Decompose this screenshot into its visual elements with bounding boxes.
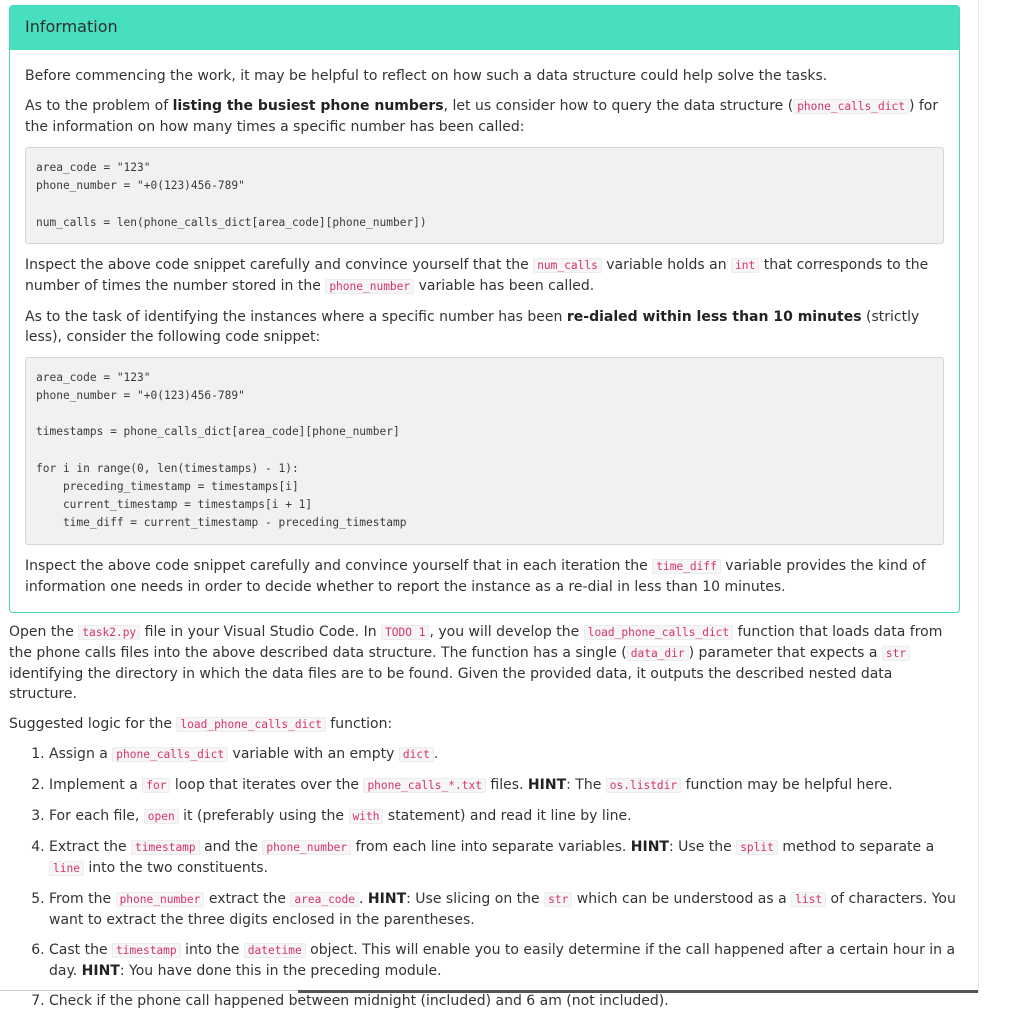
inline-code: line bbox=[49, 861, 84, 876]
inline-code: phone_calls_dict bbox=[112, 747, 228, 762]
list-item: 2. Implement a for loop that iterates over the phone_calls_*.txt files. HINT: The os.listdir function may be helpful here. bbox=[49, 775, 964, 796]
inline-code: num_calls bbox=[533, 258, 602, 273]
inline-code: with bbox=[349, 809, 384, 824]
inline-code: os.listdir bbox=[606, 778, 681, 793]
inline-code: for bbox=[142, 778, 170, 793]
inline-code: datetime bbox=[244, 943, 306, 958]
inline-code: list bbox=[791, 892, 826, 907]
inline-code: data_dir bbox=[627, 646, 689, 661]
info-paragraph-5: Inspect the above code snippet carefully and convince yourself that in each iteration the time_diff variable provides the kind of information one needs in order to decide whether to report the instance as a re-dial in less than 10 minutes. bbox=[25, 557, 926, 595]
list-item: 7. Check if the phone call happened between midnight (included) and 6 am (not included). bbox=[49, 991, 964, 1011]
inline-code: phone_calls_*.txt bbox=[363, 778, 486, 793]
main-paragraph-1: Open the task2.py file in your Visual Studio Code. In TODO 1 , you will develop the load_phone_calls_dict function that loads data from the phone calls files into the above described data structure. The function has a single ( data_dir ) parameter that expects a str identifying the directory in which the data files are to be found. Given the provided data, it outputs the described nested data structure. bbox=[9, 624, 943, 702]
inline-code: phone_number bbox=[262, 840, 351, 855]
inline-code: timestamp bbox=[112, 943, 181, 958]
inline-code: timestamp bbox=[131, 840, 200, 855]
inline-code: phone_number bbox=[325, 279, 414, 294]
task-description bbox=[9, 622, 964, 1021]
inline-code: load_phone_calls_dict bbox=[584, 625, 733, 640]
code-snippet-2[interactable]: area_code = "123" phone_number = "+0(123)456-789" timestamps = phone_calls_dict[area_code][phone_number] for i in range(0, len(timestamps) - 1): preceding_timestamp = timestamps[i] current_timestamp = timestamps[i + 1] time_diff = current_timestamp - preceding_timestamp bbox=[25, 357, 944, 545]
code-snippet-1[interactable]: area_code = "123" phone_number = "+0(123)456-789" num_calls = len(phone_calls_dict[area_code][phone_number]) bbox=[25, 147, 944, 244]
inline-code: split bbox=[736, 840, 778, 855]
list-item: 5. From the phone_number extract the area_code . HINT: Use slicing on the str which can be understood as a list of characters. You want to extract the three digits enclosed in the parentheses. bbox=[49, 889, 964, 930]
information-title: Information bbox=[10, 6, 959, 50]
inline-code: phone_number bbox=[116, 892, 205, 907]
suggested-steps-list bbox=[9, 744, 964, 1011]
inline-code: open bbox=[144, 809, 179, 824]
inline-code: int bbox=[731, 258, 759, 273]
inline-code: dict bbox=[399, 747, 434, 762]
info-paragraph-4: As to the task of identifying the instances where a specific number has been re-dialed within less than 10 minutes (strictly less), consider the following code snippet: bbox=[25, 308, 920, 345]
inline-code: TODO 1 bbox=[381, 625, 429, 640]
main-paragraph-2: Suggested logic for the load_phone_calls_dict function: bbox=[9, 716, 393, 732]
list-item: 1. Assign a phone_calls_dict variable with an empty dict . bbox=[49, 744, 964, 765]
information-panel bbox=[9, 5, 960, 613]
inline-code: time_diff bbox=[652, 559, 721, 574]
list-item: 4. Extract the timestamp and the phone_number from each line into separate variables. HINT: Use the split method to separate a line into the two constituents. bbox=[49, 837, 964, 879]
inline-code: area_code bbox=[290, 892, 359, 907]
inline-code: phone_calls_dict bbox=[793, 99, 909, 114]
info-paragraph-1: Before commencing the work, it may be helpful to reflect on how such a data structure could help solve the tasks. bbox=[25, 68, 828, 84]
info-paragraph-3: Inspect the above code snippet carefully and convince yourself that the num_calls variable holds an int that corresponds to the number of times the number stored in the phone_number variable has been called. bbox=[25, 256, 929, 294]
scrollbar-track[interactable] bbox=[978, 0, 979, 993]
inline-code: load_phone_calls_dict bbox=[176, 717, 325, 732]
list-item: 3. For each file, open it (preferably using the with statement) and read it line by line. bbox=[49, 806, 964, 827]
info-paragraph-2: As to the problem of listing the busiest phone numbers, let us consider how to query the data structure ( phone_calls_dict ) for the information on how many times a specific number has been called: bbox=[25, 98, 939, 135]
list-item: 6. Cast the timestamp into the datetime object. This will enable you to easily determine if the call happened after a certain hour in a day. HINT: You have done this in the preceding module. bbox=[49, 940, 964, 981]
inline-code: str bbox=[544, 892, 572, 907]
inline-code: str bbox=[882, 646, 910, 661]
inline-code: task2.py bbox=[78, 625, 140, 640]
